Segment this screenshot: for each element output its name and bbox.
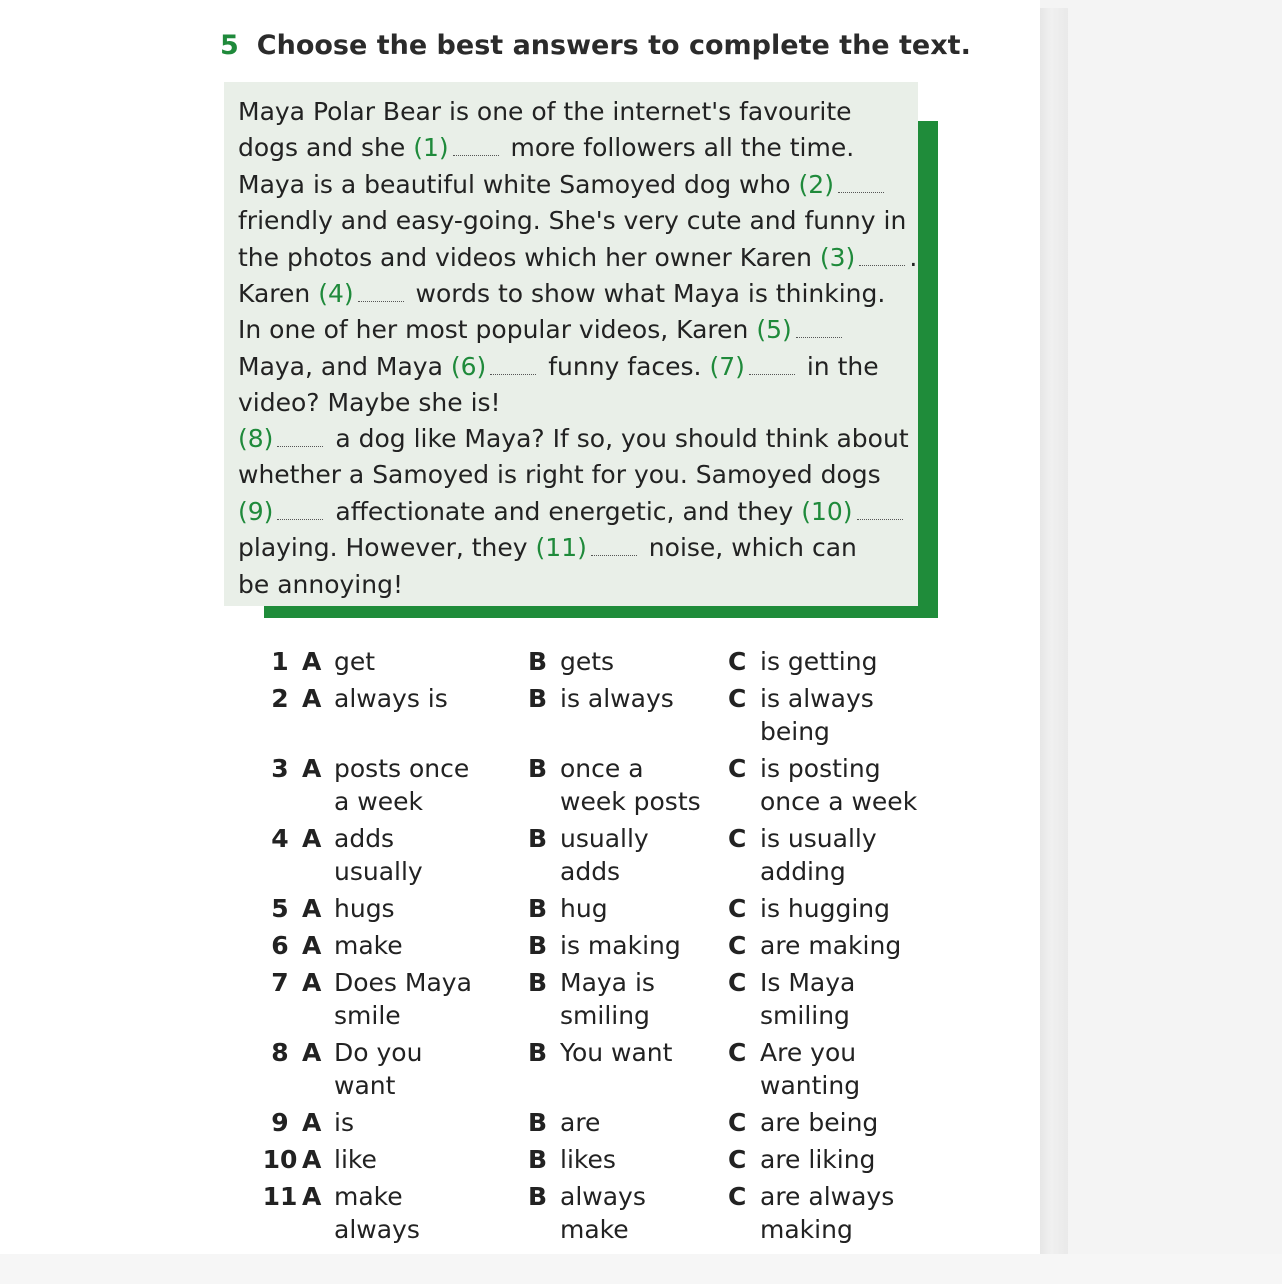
option-row — [258, 892, 938, 925]
bottom-strip — [0, 1254, 1282, 1284]
option-a[interactable] — [302, 645, 528, 678]
option-letter: B — [528, 754, 548, 783]
question-number: 3 — [271, 754, 289, 783]
option-text: Are you wanting — [760, 1038, 861, 1100]
passage-line — [238, 457, 909, 493]
gap-number: (4) — [318, 279, 354, 309]
passage-line — [238, 276, 917, 312]
option-text: is usually adding — [760, 824, 877, 886]
passage-line — [238, 567, 909, 603]
question-number: 11 — [262, 1182, 298, 1211]
question-number: 7 — [271, 968, 289, 997]
option-b[interactable] — [528, 682, 728, 748]
exercise-instruction: Choose the best answers to complete the text. — [256, 30, 971, 61]
option-b[interactable] — [528, 892, 728, 925]
option-text: posts once a week — [334, 754, 470, 816]
option-b[interactable] — [528, 822, 728, 888]
gap-number: (2) — [798, 169, 834, 199]
passage-text: more followers all the time. — [502, 133, 855, 163]
option-text: Do you want — [334, 1038, 423, 1100]
option-text: is making — [560, 931, 681, 960]
option-a[interactable] — [302, 892, 528, 925]
exercise-heading — [220, 30, 971, 61]
option-text: likes — [560, 1145, 616, 1174]
option-c[interactable] — [728, 752, 938, 818]
option-text: always make — [560, 1182, 646, 1244]
option-letter: A — [302, 824, 322, 853]
option-text: is always — [560, 684, 674, 713]
option-letter: B — [528, 824, 548, 853]
passage-text: the photos and videos which her owner Karen — [238, 242, 820, 272]
option-b[interactable] — [528, 1180, 728, 1246]
passage-text: friendly and easy-going. She's very cute and funny in — [238, 206, 907, 236]
answer-gap[interactable] — [277, 428, 323, 447]
passage-text: dogs and she — [238, 133, 414, 163]
option-c[interactable] — [728, 822, 938, 888]
option-text: Is Maya smiling — [760, 968, 856, 1030]
answer-gap[interactable] — [277, 501, 323, 520]
exercise-number: 5 — [220, 30, 239, 61]
option-b[interactable] — [528, 1036, 728, 1102]
option-a[interactable] — [302, 966, 528, 1032]
option-letter: C — [728, 824, 747, 853]
passage-text: whether a Samoyed is right for you. Samoyed dogs — [238, 460, 881, 490]
answer-gap[interactable] — [838, 174, 884, 193]
passage-line — [238, 385, 917, 421]
option-row — [258, 966, 938, 1032]
option-letter: C — [728, 754, 747, 783]
option-row — [258, 752, 938, 818]
option-letter: B — [528, 1108, 548, 1137]
option-letter: B — [528, 1038, 548, 1067]
option-letter: A — [302, 754, 322, 783]
option-c[interactable] — [728, 929, 938, 962]
option-row — [258, 682, 938, 748]
option-b[interactable] — [528, 645, 728, 678]
option-c[interactable] — [728, 966, 938, 1032]
question-number: 10 — [262, 1145, 298, 1174]
option-text: get — [334, 647, 376, 676]
option-text: adds usually — [334, 824, 423, 886]
option-letter: A — [302, 931, 322, 960]
passage-text: video? Maybe she is! — [238, 388, 501, 418]
gap-number: (9) — [238, 496, 274, 526]
option-text: is getting — [760, 647, 878, 676]
option-c[interactable] — [728, 892, 938, 925]
question-number: 6 — [271, 931, 289, 960]
option-b[interactable] — [528, 752, 728, 818]
passage-line — [238, 349, 917, 385]
option-letter: A — [302, 1145, 322, 1174]
option-text: Maya is smiling — [560, 968, 655, 1030]
option-letter: C — [728, 647, 747, 676]
option-text: are always making — [760, 1182, 895, 1244]
option-letter: B — [528, 1145, 548, 1174]
option-letter: A — [302, 1182, 322, 1211]
option-c[interactable] — [728, 1106, 938, 1139]
option-row — [258, 1143, 938, 1176]
option-letter: B — [528, 894, 548, 923]
passage-text: a dog like Maya? If so, you should think about — [327, 424, 909, 453]
answer-gap[interactable] — [857, 501, 903, 520]
option-a[interactable] — [302, 1180, 528, 1246]
option-text: make always — [334, 1182, 420, 1244]
option-letter: A — [302, 894, 322, 923]
option-text: You want — [560, 1038, 673, 1067]
passage-text: Maya is a beautiful white Samoyed dog who — [238, 169, 799, 199]
question-number: 1 — [271, 647, 289, 676]
option-text: are making — [760, 931, 902, 960]
answer-gap[interactable] — [358, 283, 404, 302]
option-letter: B — [528, 684, 548, 713]
passage-line — [238, 312, 917, 348]
option-c[interactable] — [728, 645, 938, 678]
option-text: are liking — [760, 1145, 876, 1174]
answer-gap[interactable] — [453, 137, 499, 156]
passage-text: playing. However, they — [238, 533, 536, 563]
option-row — [258, 645, 938, 678]
passage-text: . — [909, 242, 918, 272]
option-c[interactable] — [728, 1180, 938, 1246]
passage-line — [238, 130, 917, 166]
passage-line — [238, 240, 917, 276]
option-letter: B — [528, 968, 548, 997]
option-a[interactable] — [302, 822, 528, 888]
option-b[interactable] — [528, 929, 728, 962]
option-row — [258, 1106, 938, 1139]
option-row — [258, 1036, 938, 1102]
option-row — [258, 1180, 938, 1246]
option-text: always is — [334, 684, 448, 713]
option-text: hug — [560, 894, 608, 923]
passage-line — [238, 421, 909, 457]
option-b[interactable] — [528, 1106, 728, 1139]
option-text: are being — [760, 1108, 879, 1137]
passage-line — [238, 167, 917, 203]
option-letter: A — [302, 968, 322, 997]
option-text: are — [560, 1108, 601, 1137]
option-row — [258, 822, 938, 888]
option-a[interactable] — [302, 1036, 528, 1102]
option-a[interactable] — [302, 682, 528, 748]
option-b[interactable] — [528, 966, 728, 1032]
gap-number: (10) — [801, 496, 853, 526]
answer-options — [258, 645, 938, 1250]
option-c[interactable] — [728, 682, 938, 748]
option-c[interactable] — [728, 1143, 938, 1176]
question-number: 5 — [271, 894, 289, 923]
answer-gap[interactable] — [490, 356, 536, 375]
option-a[interactable] — [302, 1143, 528, 1176]
answer-gap[interactable] — [591, 537, 637, 556]
option-row — [258, 929, 938, 962]
passage-text: Karen — [238, 279, 319, 309]
option-text: like — [334, 1145, 377, 1174]
option-letter: A — [302, 684, 322, 713]
option-text: is posting once a week — [760, 754, 918, 816]
gap-number: (3) — [819, 242, 856, 272]
passage-line — [238, 203, 917, 239]
gap-number: (5) — [756, 315, 792, 345]
option-text: once a week posts — [560, 754, 701, 816]
option-letter: A — [302, 1108, 322, 1137]
passage-text: words to show what Maya is thinking. — [407, 279, 886, 309]
option-letter: B — [528, 931, 548, 960]
gap-number: (1) — [413, 133, 449, 163]
passage-text: be annoying! — [238, 569, 403, 599]
option-letter: C — [728, 931, 747, 960]
option-letter: B — [528, 647, 548, 676]
option-a[interactable] — [302, 1106, 528, 1139]
option-text: make — [334, 931, 403, 960]
option-text: gets — [560, 647, 615, 676]
passage-text: Maya Polar Bear is one of the internet's favourite — [238, 97, 852, 126]
option-letter: C — [728, 968, 747, 997]
option-letter: A — [302, 1038, 322, 1067]
gap-number: (7) — [709, 351, 745, 381]
answer-gap[interactable] — [859, 247, 905, 266]
option-letter: B — [528, 1182, 548, 1211]
option-letter: C — [728, 894, 747, 923]
passage-text: noise, which can — [640, 533, 857, 563]
passage-text: affectionate and energetic, and they — [327, 496, 802, 526]
question-number: 2 — [271, 684, 289, 713]
option-text: is always being — [760, 684, 874, 746]
option-text: is hugging — [760, 894, 891, 923]
option-text: Does Maya smile — [334, 968, 472, 1030]
page-edge — [1040, 8, 1068, 1254]
passage-line — [238, 494, 909, 530]
gap-number: (6) — [450, 351, 487, 381]
option-letter: C — [728, 1145, 747, 1174]
option-b[interactable] — [528, 1143, 728, 1176]
passage-line — [238, 94, 917, 130]
option-letter: C — [728, 1182, 747, 1211]
passage-line — [238, 530, 909, 566]
option-a[interactable] — [302, 929, 528, 962]
gap-number: (11) — [535, 533, 587, 563]
option-letter: A — [302, 647, 322, 676]
option-letter: C — [728, 684, 747, 713]
option-text: usually adds — [560, 824, 649, 886]
answer-gap[interactable] — [796, 319, 842, 338]
passage-paragraph-1 — [238, 94, 917, 422]
passage-text: Maya, and Maya — [238, 351, 451, 381]
passage-text: funny faces. — [540, 351, 710, 381]
question-number: 9 — [271, 1108, 289, 1137]
answer-gap[interactable] — [749, 356, 795, 375]
gap-number: (8) — [238, 424, 274, 453]
passage-text: In one of her most popular videos, Karen — [238, 315, 757, 345]
option-text: is — [334, 1108, 354, 1137]
option-letter: C — [728, 1038, 747, 1067]
question-number: 4 — [271, 824, 289, 853]
option-letter: C — [728, 1108, 747, 1137]
passage-paragraph-2 — [238, 421, 909, 603]
passage-text: in the — [798, 351, 879, 381]
question-number: 8 — [271, 1038, 289, 1067]
option-a[interactable] — [302, 752, 528, 818]
option-c[interactable] — [728, 1036, 938, 1102]
option-text: hugs — [334, 894, 395, 923]
